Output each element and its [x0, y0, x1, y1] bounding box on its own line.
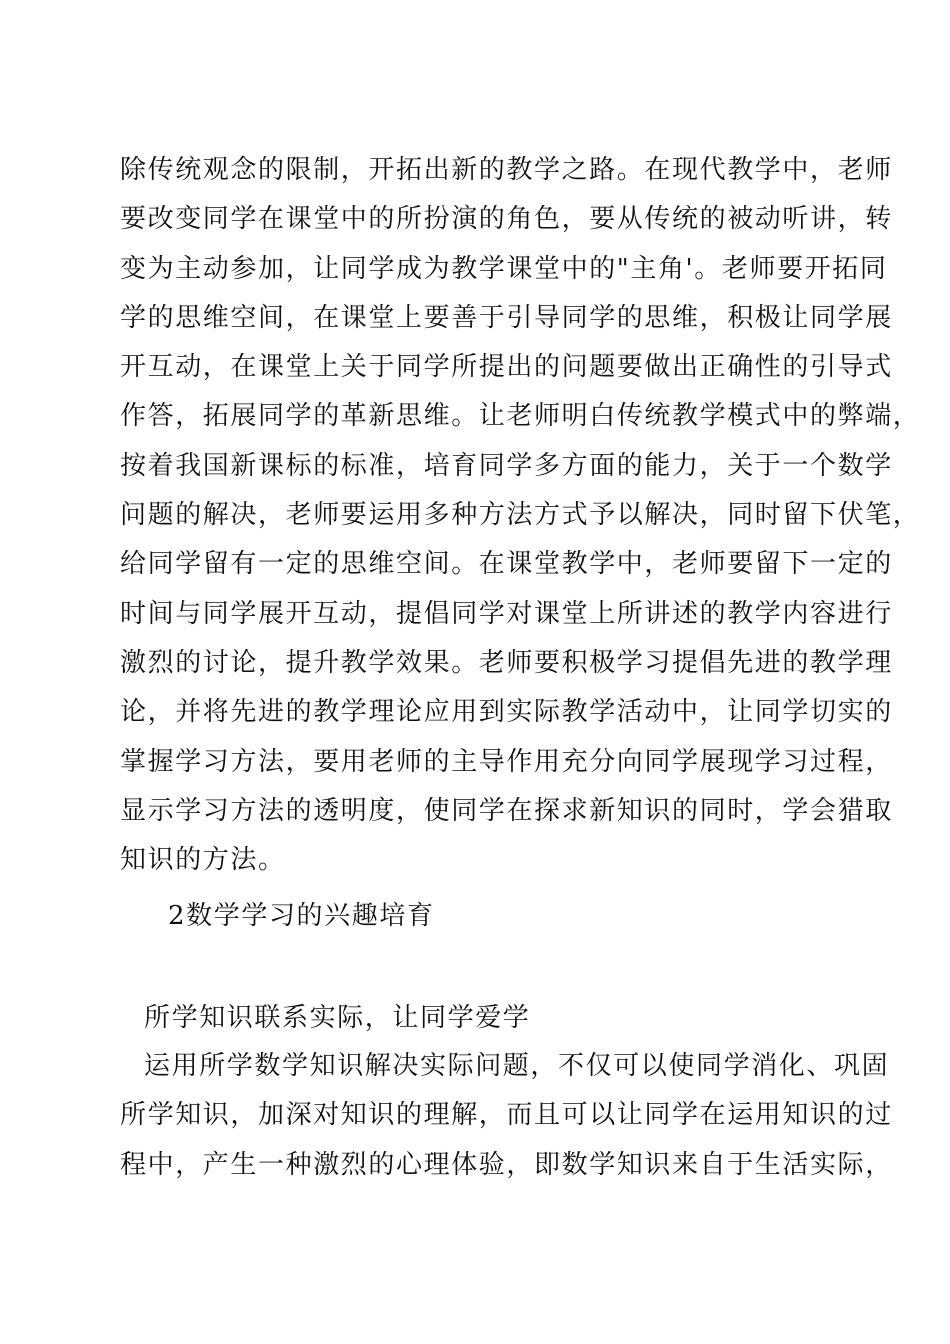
- text-line: 学的思维空间，在课堂上要善于引导同学的思维，积极让同学展: [120, 302, 893, 333]
- text-line: 显示学习方法的透明度，使同学在探求新知识的同时，学会猎取: [120, 795, 893, 826]
- text-line: 掌握学习方法，要用老师的主导作用充分向同学展现学习过程，: [120, 746, 893, 777]
- text-line: 激烈的讨论，提升教学效果。老师要积极学习提倡先进的教学理: [120, 647, 893, 678]
- text-line: 所学知识，加深对知识的理解，而且可以让同学在运用知识的过: [120, 1100, 893, 1131]
- text-line: 开互动，在课堂上关于同学所提出的问题要做出正确性的引导式: [120, 352, 893, 383]
- text-line: 运用所学数学知识解决实际问题，不仅可以使同学消化、巩固: [144, 1051, 890, 1081]
- text-line: 给同学留有一定的思维空间。在课堂教学中，老师要留下一定的: [120, 549, 893, 580]
- text-line: 按着我国新课标的标准，培育同学多方面的能力，关于一个数学: [120, 450, 893, 481]
- subsection-heading: 所学知识联系实际，让同学爱学: [144, 1003, 531, 1033]
- text-line: 论，并将先进的教学理论应用到实际教学活动中，让同学切实的: [120, 697, 893, 728]
- paragraph-real-world-application: [120, 1042, 893, 1190]
- section-heading: 2数学学习的兴趣培育: [168, 901, 435, 931]
- text-line: 知识的方法。: [120, 845, 286, 876]
- text-line: 问题的解决，老师要运用多种方法方式予以解决，同时留下伏笔，: [120, 500, 921, 531]
- text-line: 作答，拓展同学的革新思维。让老师明白传统教学模式中的弊端，: [120, 401, 921, 432]
- text-line: 变为主动参加，让同学成为教学课堂中的"主角'。老师要开拓同: [120, 253, 888, 284]
- text-line: 除传统观念的限制，开拓出新的教学之路。在现代教学中，老师: [120, 155, 893, 185]
- paragraph-teaching-methods: [120, 146, 921, 885]
- text-line: 要改变同学在课堂中的所扮演的角色，要从传统的被动听讲，转: [120, 204, 893, 235]
- text-line: 时间与同学展开互动，提倡同学对课堂上所讲述的教学内容进行: [120, 598, 893, 629]
- text-line: 程中，产生一种激烈的心理体验，即数学知识来自于生活实际，: [120, 1149, 893, 1180]
